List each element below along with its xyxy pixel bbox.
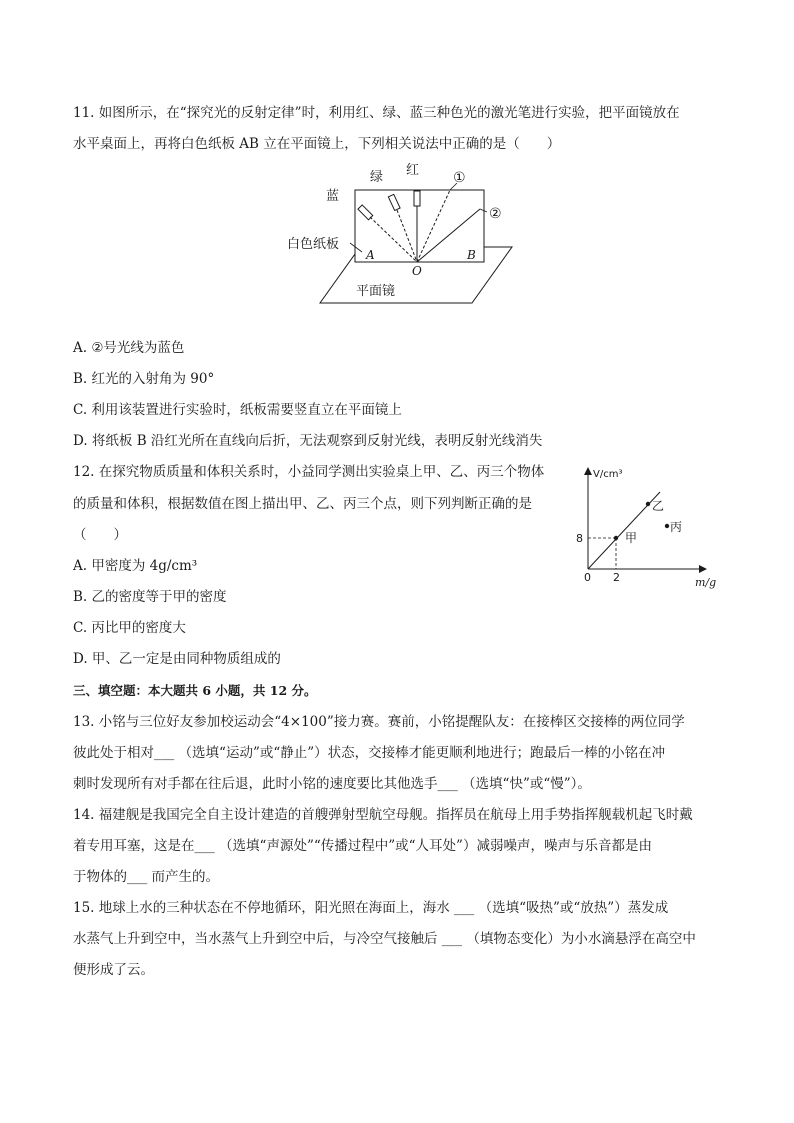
label-point-o: O <box>412 264 422 278</box>
label-yi: 乙 <box>652 499 665 513</box>
q15-line2: 水蒸气上升到空中，当水蒸气上升到空中后，与冷空气接触后 ___ （填物态变化）为小水滴悬浮在高空中 <box>73 931 696 947</box>
q11-option-b: B. 红光的入射角为 90° <box>73 371 215 387</box>
label-ray-2: ② <box>489 206 502 222</box>
point-yi <box>646 502 650 506</box>
q14-line2: 着专用耳塞，这是在___ （选填“声源处”“传播过程中”或“人耳处”）减弱噪声，噪声与乐音都是由 <box>73 838 652 854</box>
x-axis-label: m/g <box>695 576 717 589</box>
q12-stem-line1: 12. 在探究物质质量和体积关系时，小益同学测出实验桌上甲、乙、丙三个物体 <box>73 464 545 480</box>
label-jia: 甲 <box>625 531 638 545</box>
tick-label-8: 8 <box>576 532 583 545</box>
label-point-b: B <box>467 248 476 262</box>
label-bing: 丙 <box>670 520 683 534</box>
label-ray-1: ① <box>453 170 466 186</box>
q11-stem-line1: 11. 如图所示，在“探究光的反射定律”时，利用红、绿、蓝三种色光的激光笔进行实验，把平面镜放在 <box>73 105 680 121</box>
tick-label-2: 2 <box>613 571 620 584</box>
q12-stem-line2: 的质量和体积，根据数值在图上描出甲、乙、丙三个点，则下列判断正确的是 <box>73 496 532 512</box>
point-bing <box>665 524 669 528</box>
q12-option-c: C. 丙比甲的密度大 <box>73 620 186 636</box>
q11-option-c: C. 利用该装置进行实验时，纸板需要竖直立在平面镜上 <box>73 402 402 418</box>
q11-stem-line2: 水平桌面上，再将白色纸板 AB 立在平面镜上，下列相关说法中正确的是（ ） <box>73 136 561 152</box>
label-red: 红 <box>406 163 420 178</box>
q15-line3: 便形成了云。 <box>73 962 154 978</box>
q12-option-b: B. 乙的密度等于甲的密度 <box>73 589 227 605</box>
label-white-board: 白色纸板 <box>287 237 340 252</box>
point-jia <box>614 536 618 540</box>
label-mirror: 平面镜 <box>356 284 396 299</box>
red-laser-pen-icon <box>414 191 420 206</box>
section-three-heading: 三、填空题：本大题共 6 小题，共 12 分。 <box>73 683 317 698</box>
q14-line3: 于物体的___ 而产生的。 <box>73 869 220 885</box>
q11-option-d: D. 将纸板 B 沿红光所在直线向后折，无法观察到反射光线，表明反射光线消失 <box>73 433 543 449</box>
q11-option-a: A. ②号光线为蓝色 <box>73 340 185 356</box>
y-axis-label: V/cm³ <box>593 469 623 480</box>
q12-option-d: D. 甲、乙一定是由同种物质组成的 <box>73 651 281 667</box>
q12-stem-line3: （ ） <box>73 527 127 543</box>
q13-line2: 彼此处于相对___ （选填“运动”或“静止”）状态，交接棒才能更顺利地进行；跑最后一棒的小铭在冲 <box>73 745 666 761</box>
label-green: 绿 <box>370 170 384 185</box>
origin-label: 0 <box>584 571 591 584</box>
mass-volume-graph <box>570 462 725 592</box>
q13-line3: 刺时发现所有对手都在往后退，此时小铭的速度要比其他选手___ （选填“快”或“慢”）。 <box>73 776 591 792</box>
label-point-a: A <box>366 248 375 262</box>
q13-line1: 13. 小铭与三位好友参加校运动会“4×100”接力赛。赛前，小铭提醒队友：在接棒区交接棒的两位同学 <box>73 714 685 730</box>
label-blue: 蓝 <box>326 189 340 204</box>
q15-line1: 15. 地球上水的三种状态在不停地循环，阳光照在海面上，海水 ___ （选填“吸热”或“放热”）蒸发成 <box>73 900 669 916</box>
q12-option-a: A. 甲密度为 4g/cm³ <box>73 558 198 574</box>
reflection-experiment-figure <box>280 155 540 310</box>
q14-line1: 14. 福建舰是我国完全自主设计建造的首艘弹射型航空母舰。指挥员在航母上用手势指挥舰载机起飞时戴 <box>73 807 693 823</box>
